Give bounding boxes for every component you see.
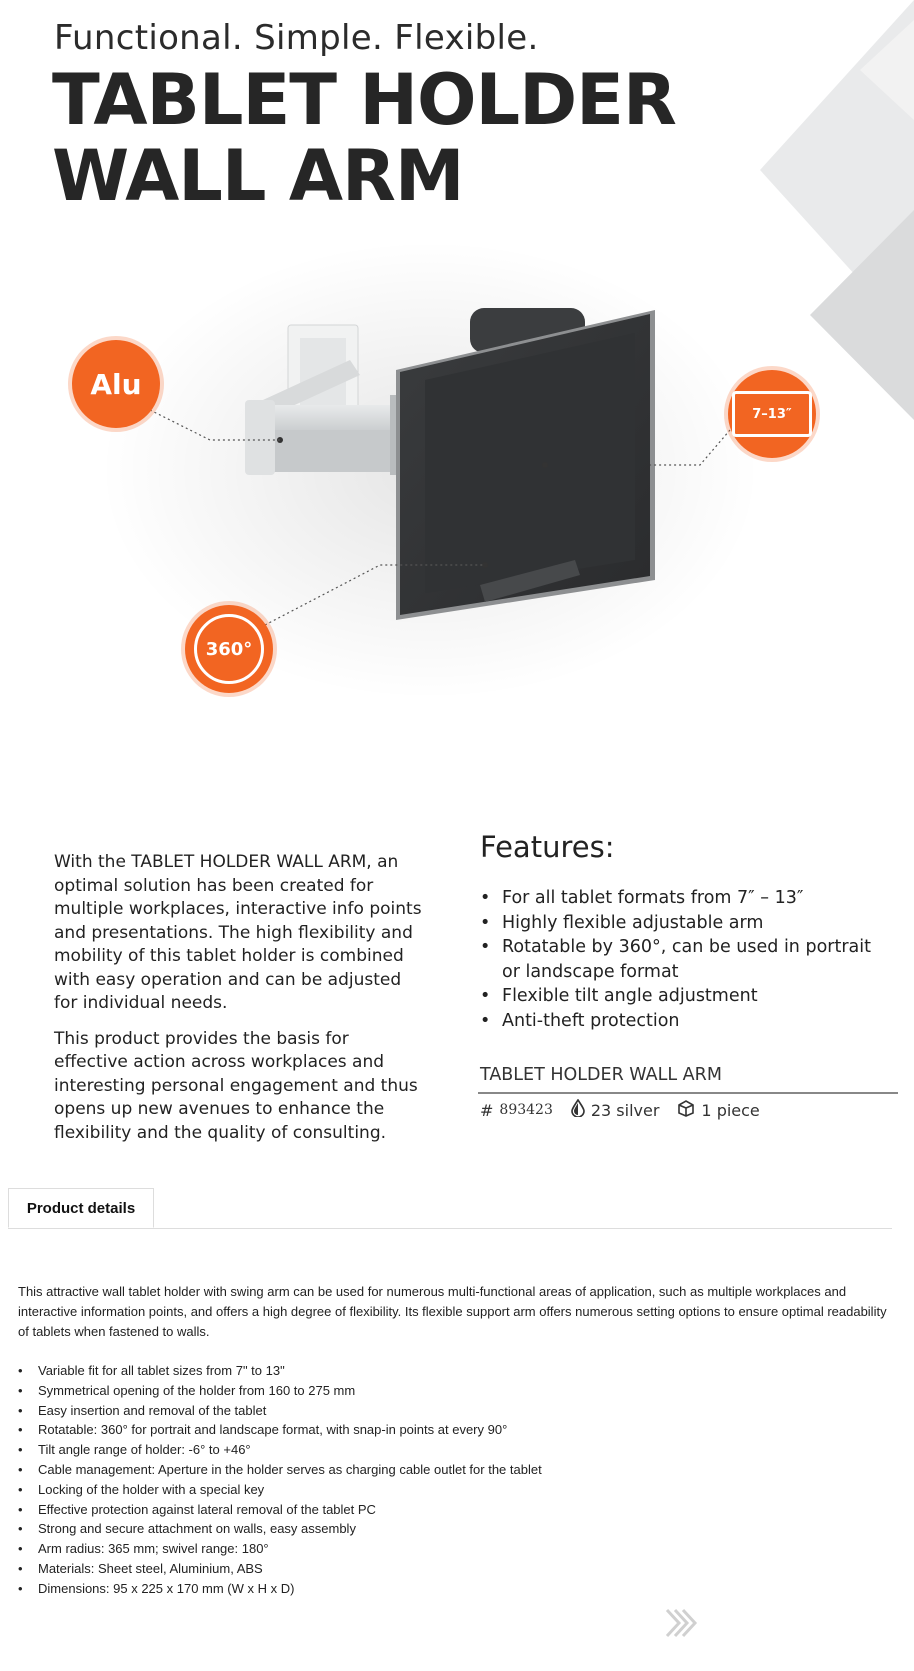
list-item: • Rotatable: 360° for portrait and landscape format, with snap-in points at every 90° — [18, 1420, 898, 1440]
list-item: • Effective protection against lateral removal of the tablet PC — [18, 1500, 898, 1520]
aluminium-badge-label: Alu — [90, 367, 142, 401]
product-meta — [480, 1099, 760, 1121]
details-intro: This attractive wall tablet holder with swing arm can be used for numerous multi-functional areas of application, such as multiple workplaces and interactive information points, and offers a high degree of flexibility. Its flexible support arm offers numerous setting options to ensure optimal readability of tablets when fastened to walls. — [18, 1284, 887, 1339]
list-item: • Arm radius: 365 mm; swivel range: 180° — [18, 1539, 898, 1559]
features-heading: Features: — [480, 830, 615, 864]
size-badge-label: 7–13″ — [752, 406, 792, 422]
devicedeal-watermark — [665, 1608, 699, 1638]
description-paragraph-2: This product provides the basis for effective action across workplaces and interesting personal engagement and thus opens up new avenues to enhance the flexibility and the quality of consulting. — [54, 1028, 418, 1143]
hash-icon: # — [480, 1100, 494, 1120]
list-item: • Variable fit for all tablet sizes from 7" to 13" — [18, 1361, 898, 1381]
product-description — [54, 851, 424, 1157]
list-item: • Symmetrical opening of the holder from 160 to 275 mm — [18, 1381, 898, 1401]
list-item: • Cable management: Aperture in the holder serves as charging cable outlet for the tablet — [18, 1460, 898, 1480]
product-details-panel — [18, 1282, 898, 1599]
product-name: TABLET HOLDER WALL ARM — [480, 1065, 722, 1085]
tablet-size-badge-icon — [728, 370, 816, 458]
divider — [478, 1092, 898, 1094]
list-item: • Strong and secure attachment on walls, easy assembly — [18, 1519, 898, 1539]
list-item: • Materials: Sheet steel, Aluminium, ABS — [18, 1559, 898, 1579]
chevron-logo-icon — [665, 1608, 699, 1638]
rotation-360-badge-icon — [185, 605, 273, 693]
hero-title-line1: TABLET HOLDER — [52, 59, 676, 141]
description-paragraph-1: With the TABLET HOLDER WALL ARM, an optimal solution has been created for multiple workplaces, interactive info points and presentations. The high flexibility and mobility of this tablet holder is combined with easy operation and can be adjusted for individual needs. — [54, 852, 422, 1013]
list-item: • Dimensions: 95 x 225 x 170 mm (W x H x D) — [18, 1579, 898, 1599]
list-item: • Easy insertion and removal of the tablet — [18, 1401, 898, 1421]
hero-tagline: Functional. Simple. Flexible. — [54, 18, 539, 58]
article-number: 893423 — [499, 1102, 553, 1118]
product-color: 23 silver — [590, 1100, 660, 1120]
feature-item: • Anti-theft protection — [480, 1009, 890, 1034]
hero-title-line2: WALL ARM — [52, 135, 464, 217]
feature-item: • For all tablet formats from 7″ – 13″ — [480, 886, 890, 911]
feature-item: • Rotatable by 360°, can be used in portrait or landscape format — [480, 935, 890, 984]
color-drop-icon — [571, 1099, 585, 1121]
feature-item: • Flexible tilt angle adjustment — [480, 984, 890, 1009]
tab-bar — [8, 1188, 892, 1229]
list-item: • Locking of the holder with a special key — [18, 1480, 898, 1500]
aluminium-badge-icon — [72, 340, 160, 428]
package-box-icon — [677, 1099, 695, 1121]
product-quantity: 1 piece — [701, 1100, 760, 1120]
list-item: • Tilt angle range of holder: -6° to +46° — [18, 1440, 898, 1460]
hero-banner — [0, 0, 914, 800]
feature-item: • Highly flexible adjustable arm — [480, 911, 890, 936]
features-list — [480, 886, 890, 1033]
tab-product-details[interactable]: Product details — [8, 1188, 154, 1228]
details-list — [18, 1361, 898, 1599]
rotation-badge-label: 360° — [205, 638, 253, 660]
